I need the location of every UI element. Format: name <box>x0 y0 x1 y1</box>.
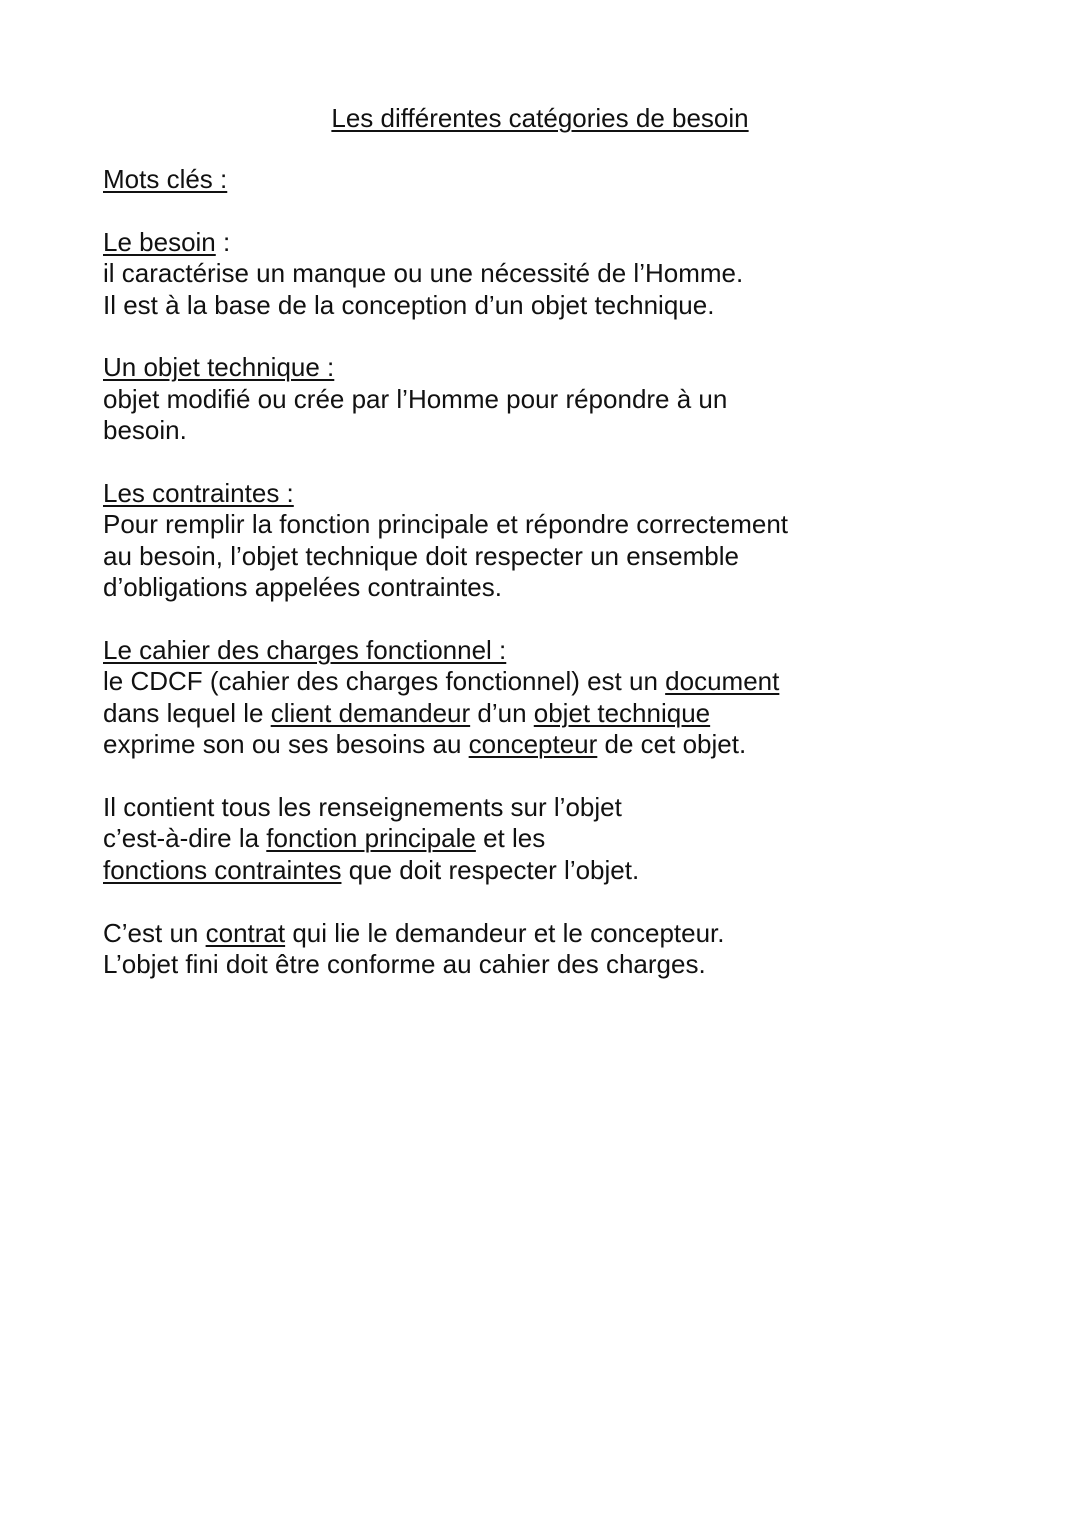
contraintes-heading <box>103 478 1003 509</box>
cdcf-line-3-text-b: de cet objet. <box>597 729 747 760</box>
cdcf-line-3-text-a: exprime son ou ses besoins au <box>103 729 469 760</box>
cdcf-term: Le cahier des charges fonctionnel : <box>103 635 507 666</box>
spacer <box>103 761 1003 792</box>
contenu-line-2 <box>103 823 1003 854</box>
objet-line-1: objet modifié ou crée par l’Homme pour répondre à un <box>103 383 728 414</box>
page-title <box>0 101 1080 135</box>
contraintes-term: Les contraintes : <box>103 478 294 509</box>
cdcf-line-1 <box>103 666 1003 697</box>
contenu-line-1: Il contient tous les renseignements sur l’objet <box>103 792 622 823</box>
fonctions-contraintes-term: fonctions contraintes <box>103 854 342 885</box>
spacer <box>103 195 1003 226</box>
spacer <box>103 447 1003 478</box>
objet-line-2: besoin. <box>103 415 187 446</box>
contrat-line-1-text-a: C’est un <box>103 917 206 948</box>
objet-term: Un objet technique : <box>103 352 335 383</box>
besoin-line-2: Il est à la base de la conception d’un objet technique. <box>103 289 715 320</box>
spacer <box>103 886 1003 917</box>
contraintes-line-3: d’obligations appelées contraintes. <box>103 572 502 603</box>
objet-heading <box>103 352 1003 383</box>
spacer <box>103 604 1003 635</box>
contraintes-line-1: Pour remplir la fonction principale et répondre correctement <box>103 509 789 540</box>
contenu-line-3-text: que doit respecter l’objet. <box>341 854 640 885</box>
cdcf-line-2-text-a: dans lequel le <box>103 697 271 728</box>
contrat-line-1 <box>103 918 1003 949</box>
besoin-line-1: il caractérise un manque ou une nécessité de l’Homme. <box>103 258 744 289</box>
contrat-line-2: L’objet fini doit être conforme au cahier des charges. <box>103 949 706 980</box>
cdcf-line-3 <box>103 729 1003 760</box>
contrat-term: contrat <box>205 917 286 948</box>
keywords-heading-text: Mots clés : <box>103 164 228 194</box>
page-title-text: Les différentes catégories de besoin <box>331 103 749 133</box>
cdcf-line-2 <box>103 698 1003 729</box>
cdcf-concepteur-term: concepteur <box>468 729 598 760</box>
spacer <box>103 321 1003 352</box>
cdcf-client-term: client demandeur <box>270 697 471 728</box>
contrat-line-1-text-b: qui lie le demandeur et le concepteur. <box>285 917 725 948</box>
besoin-heading <box>103 227 1003 258</box>
document-body <box>103 164 1003 980</box>
contenu-line-2-text-b: et les <box>475 823 546 854</box>
contenu-line-3 <box>103 855 1003 886</box>
cdcf-document-term: document <box>665 666 780 697</box>
fonction-principale-term: fonction principale <box>266 823 476 854</box>
besoin-colon: : <box>215 226 231 257</box>
keywords-heading <box>103 164 1003 195</box>
cdcf-objet-term: objet technique <box>533 697 711 728</box>
besoin-term: Le besoin <box>103 226 216 257</box>
cdcf-line-2-text-b: d’un <box>470 697 534 728</box>
cdcf-heading <box>103 635 1003 666</box>
contenu-line-2-text-a: c’est-à-dire la <box>103 823 267 854</box>
cdcf-line-1-text: le CDCF (cahier des charges fonctionnel) est un <box>103 666 666 697</box>
contraintes-line-2: au besoin, l’objet technique doit respecter un ensemble <box>103 540 739 571</box>
